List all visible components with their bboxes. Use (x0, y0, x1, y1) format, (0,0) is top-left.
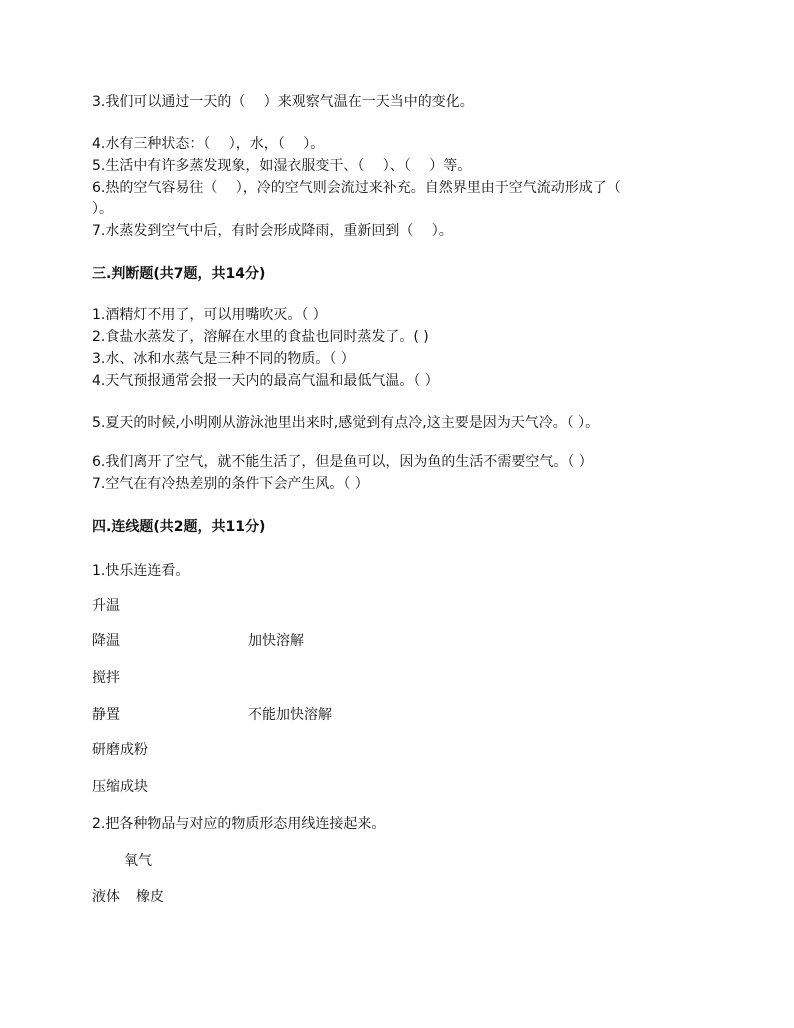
question-7: 7.水蒸发到空气中后，有时会形成降雨，重新回到（ ）。 (92, 223, 453, 239)
question-6-line-1: 6.热的空气容易往（ ），冷的空气则会流过来补充。自然界里由于空气流动形成了（ (92, 180, 621, 196)
match-q2-row (92, 887, 164, 907)
question-5: 5.生活中有许多蒸发现象，如湿衣服变干、（ ）、（ ）等。 (92, 158, 472, 174)
match-left-item: 研磨成粉 (92, 742, 148, 758)
match-q1-title: 1.快乐连连看。 (92, 563, 190, 579)
question-4: 4.水有三种状态：（ ），水，（ ）。 (92, 136, 325, 152)
match-q2-top-item: 氧气 (124, 853, 152, 869)
question-6-line-2: ）。 (92, 201, 113, 217)
judge-item-2: 2.食盐水蒸发了，溶解在水里的食盐也同时蒸发了。( ) (92, 329, 429, 345)
judge-item-6: 6.我们离开了空气，就不能生活了，但是鱼可以，因为鱼的生活不需要空气。（ ） (92, 454, 593, 470)
judge-item-4: 4.天气预报通常会报一天内的最高气温和最低气温。（ ） (92, 373, 439, 389)
match-left-item: 压缩成块 (92, 779, 148, 795)
match-left-item: 搅拌 (92, 670, 120, 686)
section-4-heading: 四.连线题(共2题，共11分) (92, 519, 266, 535)
judge-item-7: 7.空气在有冷热差别的条件下会产生风。（ ） (92, 476, 369, 492)
judge-item-3: 3.水、冰和水蒸气是三种不同的物质。（ ） (92, 351, 355, 367)
question-3: 3.我们可以通过一天的（ ）来观察气温在一天当中的变化。 (92, 94, 474, 110)
judge-item-5: 5.夏天的时候,小明刚从游泳池里出来时,感觉到有点冷,这主要是因为天气冷。（ ）。 (92, 415, 600, 431)
match-left-item: 静置 (92, 707, 120, 723)
section-3-heading: 三.判断题(共7题，共14分) (92, 266, 266, 282)
match-q2-title: 2.把各种物品与对应的物质形态用线连接起来。 (92, 816, 386, 832)
judge-item-1: 1.酒精灯不用了，可以用嘴吹灭。（ ） (92, 307, 327, 323)
match-right-item: 加快溶解 (248, 633, 304, 649)
match-right-item: 不能加快溶解 (248, 707, 332, 723)
match-q2-item: 橡皮 (136, 889, 164, 905)
match-left-item: 降温 (92, 633, 120, 649)
match-q2-state: 液体 (92, 889, 120, 905)
match-left-item: 升温 (92, 598, 120, 614)
